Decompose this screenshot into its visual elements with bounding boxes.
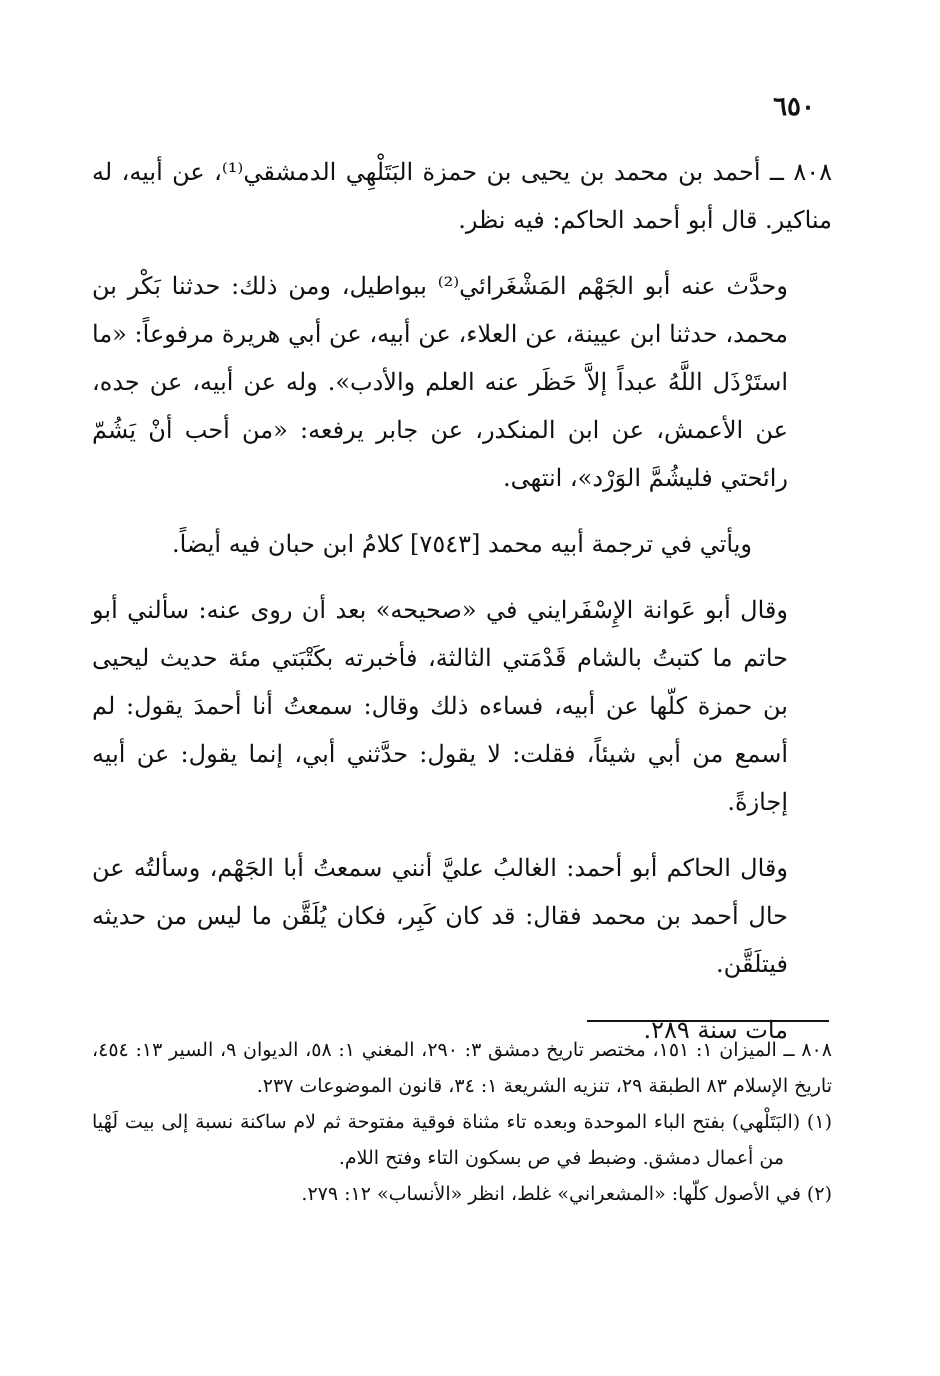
death-year-paragraph: مات سنة ٢٨٩. [643, 1016, 788, 1044]
footnote-1: (١) (البَتَلْهي) بفتح الباء الموحدة وبعده تاء مثناة فوقية مفتوحة ثم لام ساكنة نسبة إلى بيت لَهْيا من أعمال دمشق. وضبط في ص بسكون التاء وفتح اللام. [92, 1111, 832, 1169]
main-text [92, 148, 832, 1054]
footnote-2: (٢) في الأصول كلّها: «المشعراني» غلط، انظر «الأنساب» ١٢: ٢٧٩. [301, 1183, 832, 1205]
footnote-divider [587, 1020, 829, 1022]
footnotes [92, 1032, 832, 1212]
page-number: ٦٥٠ [773, 92, 815, 122]
narration-paragraph: وحدَّث عنه أبو الجَهْم المَشْغَرائي⁽²⁾ ببواطيل، ومن ذلك: حدثنا بَكْر بن محمد، حدثنا ابن عيينة، عن العلاء، عن أبيه، عن أبي هريرة مرفوعاً: «ما استَرْذَل اللَّهُ عبداً إلاَّ حَظَر عنه العلم والأدب». وله عن أبيه، عن جده، عن الأعمش، عن ابن المنكدر، عن جابر يرفعه: «من أحب أنْ يَشُمّ رائحتي فليشُمَّ الوَرْد»، انتهى. [92, 272, 788, 492]
abu-awana-paragraph: وقال أبو عَوانة الإِسْفَرايني في «صحيحه» بعد أن روى عنه: سألني أبو حاتم ما كتبتُ بالشام قَدْمَتي الثالثة، فأخبرته بكَتْبَتي مئة حديث ليحيى بن حمزة كلّها عن أبيه، فساءه ذلك وقال: سمعتُ أنا أحمدَ يقول: لم أسمع من أبي شيئاً، فقلت: لا يقول: حدَّثني أبي، إنما يقول: عن أبيه إجازةً. [92, 596, 788, 816]
entry-paragraph: ٨٠٨ ــ أحمد بن محمد بن يحيى بن حمزة البَتَلْهِي الدمشقي⁽¹⁾، عن أبيه، له مناكير. قال أبو أحمد الحاكم: فيه نظر. [92, 158, 833, 234]
footnote-sources: ٨٠٨ ــ الميزان ١: ١٥١، مختصر تاريخ دمشق ٣: ٢٩٠، المغني ١: ٥٨، الديوان ٩، السير ١٣: ٤٥٤، تاريخ الإسلام ٨٣ الطبقة ٢٩، تنزيه الشريعة ١: ٣٤، قانون الموضوعات ٢٣٧. [92, 1039, 832, 1097]
hakim-paragraph: وقال الحاكم أبو أحمد: الغالبُ عليَّ أنني سمعتُ أبا الجَهْم، وسألتُه عن حال أحمد بن محمد فقال: قد كان كَبِر، فكان يُلَقَّن ما ليس من حديثه فيتلَقَّن. [92, 854, 788, 978]
cross-reference-paragraph: ويأتي في ترجمة أبيه محمد [٧٥٤٣] كلامُ ابن حبان فيه أيضاً. [171, 530, 753, 558]
